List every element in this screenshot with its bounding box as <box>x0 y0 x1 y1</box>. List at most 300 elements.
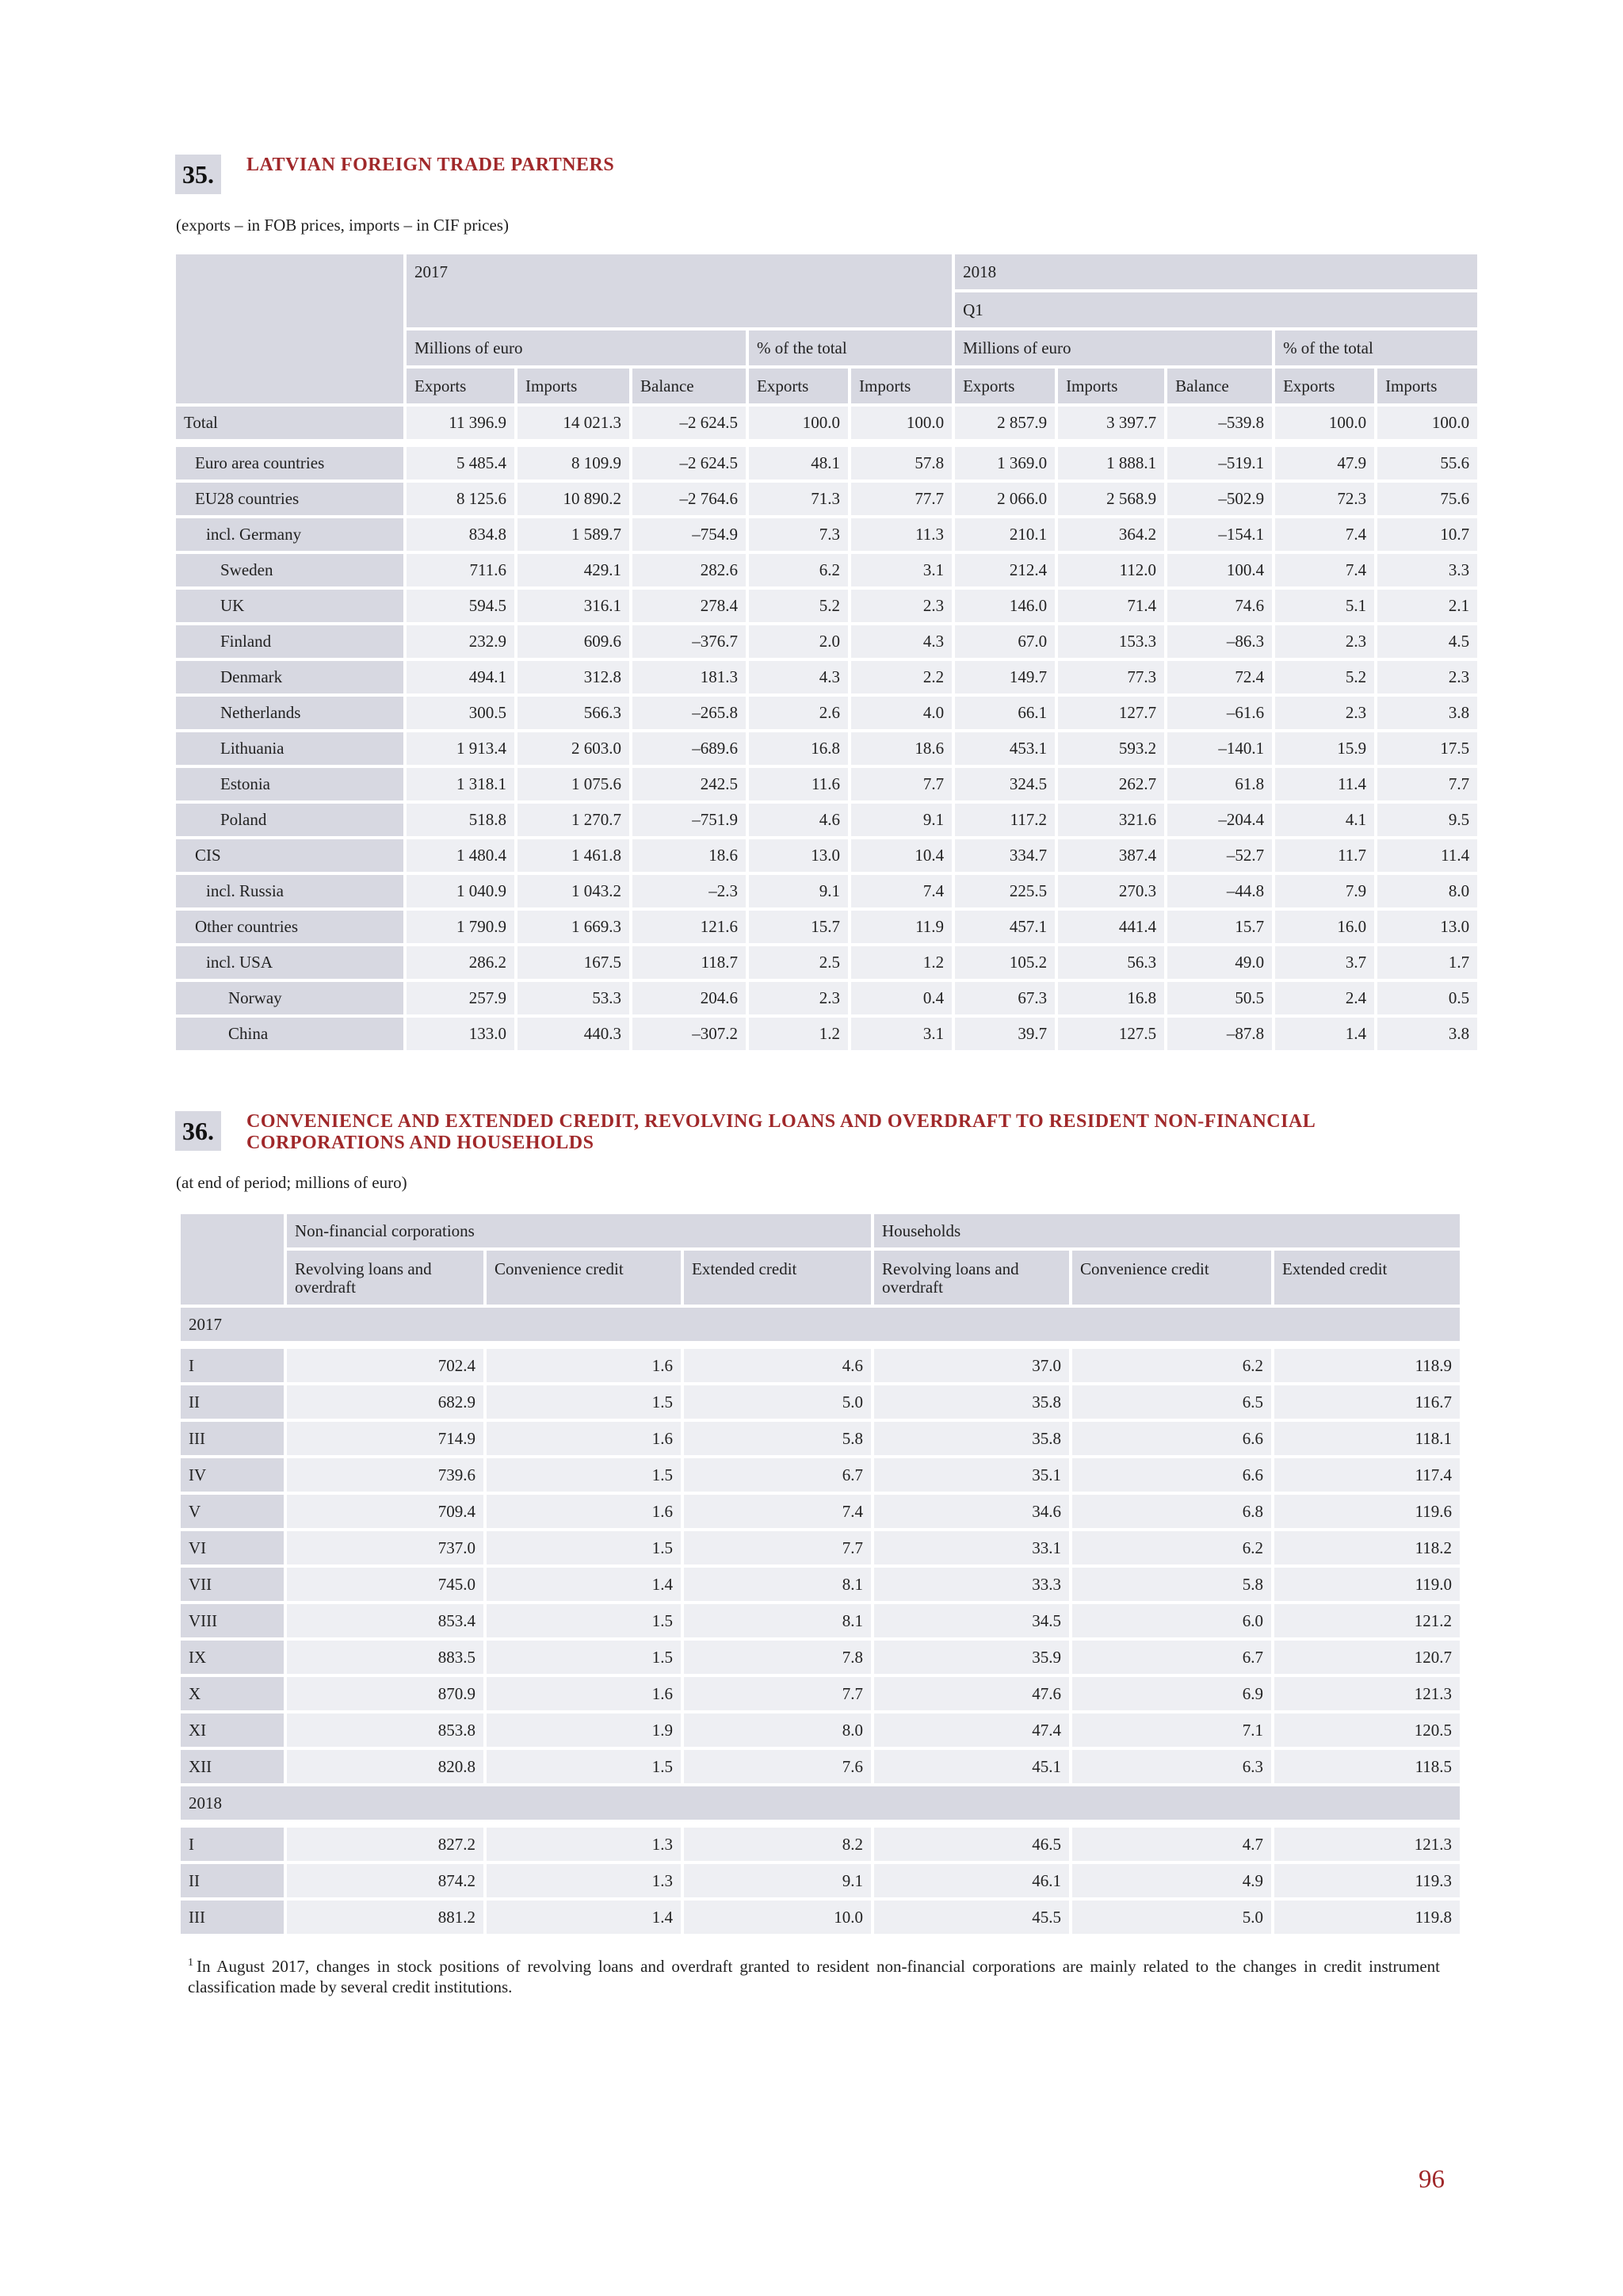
table-cell: 1 913.4 <box>407 732 514 765</box>
table-cell: 16.0 <box>1275 911 1374 943</box>
header-balance: Balance <box>632 369 746 403</box>
table-cell: 4.6 <box>684 1349 871 1382</box>
year-label: 2018 <box>181 1786 1460 1820</box>
table-cell: 1.7 <box>1377 946 1477 979</box>
table-cell: 33.3 <box>874 1568 1069 1601</box>
row-gap <box>181 1823 1460 1824</box>
table-row <box>181 1349 1460 1382</box>
table-cell: –86.3 <box>1167 625 1272 658</box>
table-cell: –2 624.5 <box>632 447 746 479</box>
table-cell: 120.7 <box>1274 1641 1460 1674</box>
table-cell: 2.4 <box>1275 982 1374 1014</box>
table-cell: –204.4 <box>1167 804 1272 836</box>
table-cell: 1.5 <box>487 1385 681 1419</box>
table-cell: 15.9 <box>1275 732 1374 765</box>
table-cell: 3.7 <box>1275 946 1374 979</box>
credit-table <box>178 1211 1463 1937</box>
table-cell: –140.1 <box>1167 732 1272 765</box>
table-cell: 257.9 <box>407 982 514 1014</box>
row-label: I <box>181 1349 284 1382</box>
table-cell: 1 270.7 <box>517 804 629 836</box>
table-cell: 11 396.9 <box>407 407 514 439</box>
row-label: EU28 countries <box>176 483 403 515</box>
table-cell: 1.9 <box>487 1713 681 1747</box>
table-cell: 1.5 <box>487 1604 681 1637</box>
header-millions: Millions of euro <box>955 330 1272 365</box>
header-corner <box>176 254 403 403</box>
table-row <box>181 1422 1460 1455</box>
row-label: incl. Russia <box>176 875 403 907</box>
trade-partners-table <box>173 251 1480 1053</box>
table-cell: 6.7 <box>1072 1641 1271 1674</box>
table-cell: 118.7 <box>632 946 746 979</box>
section-36-header <box>175 1111 1403 1154</box>
table-cell: 11.6 <box>749 768 848 800</box>
row-label: Total <box>176 407 403 439</box>
table-row <box>176 804 1477 836</box>
table-cell: 5 485.4 <box>407 447 514 479</box>
table-cell: 46.1 <box>874 1864 1069 1897</box>
row-label: I <box>181 1828 284 1861</box>
section-subtitle: (exports – in FOB prices, imports – in CIF prices) <box>176 216 509 235</box>
table-cell: 262.7 <box>1058 768 1164 800</box>
table-cell: 35.8 <box>874 1385 1069 1419</box>
table-cell: 119.3 <box>1274 1864 1460 1897</box>
header-pct-total: % of the total <box>749 330 952 365</box>
table-cell: 3.8 <box>1377 1018 1477 1050</box>
table-cell: 6.9 <box>1072 1677 1271 1710</box>
table-cell: 37.0 <box>874 1349 1069 1382</box>
table-cell: 494.1 <box>407 661 514 693</box>
table-cell: 127.7 <box>1058 697 1164 729</box>
table-row <box>176 1018 1477 1050</box>
table-cell: 566.3 <box>517 697 629 729</box>
table-cell: 1.5 <box>487 1750 681 1783</box>
table-cell: 1 318.1 <box>407 768 514 800</box>
table-cell: 316.1 <box>517 590 629 622</box>
table-cell: 167.5 <box>517 946 629 979</box>
table-cell: 49.0 <box>1167 946 1272 979</box>
header-imports: Imports <box>1058 369 1164 403</box>
table-row <box>181 1458 1460 1492</box>
table-cell: 7.4 <box>1275 518 1374 551</box>
table-cell: 13.0 <box>749 839 848 872</box>
table-cell: 5.2 <box>1275 661 1374 693</box>
table-cell: 9.5 <box>1377 804 1477 836</box>
row-gap <box>181 1344 1460 1346</box>
table-cell: 11.3 <box>851 518 952 551</box>
table-cell: 827.2 <box>287 1828 483 1861</box>
table-cell: 127.5 <box>1058 1018 1164 1050</box>
row-label: VIII <box>181 1604 284 1637</box>
table-cell: 3.8 <box>1377 697 1477 729</box>
table-cell: 8.0 <box>684 1713 871 1747</box>
table-cell: 8.1 <box>684 1568 871 1601</box>
table-cell: 77.7 <box>851 483 952 515</box>
table-cell: 2.0 <box>749 625 848 658</box>
table-cell: 702.4 <box>287 1349 483 1382</box>
table-cell: 8 109.9 <box>517 447 629 479</box>
table-cell: 2.3 <box>1377 661 1477 693</box>
table-cell: 118.2 <box>1274 1531 1460 1564</box>
header-revolving: Revolving loans and overdraft <box>874 1251 1069 1305</box>
row-label: Norway <box>176 982 403 1014</box>
table-cell: 4.9 <box>1072 1864 1271 1897</box>
table-cell: 0.4 <box>851 982 952 1014</box>
table-cell: 11.7 <box>1275 839 1374 872</box>
table-row <box>176 590 1477 622</box>
table-cell: 3.1 <box>851 554 952 586</box>
table-cell: 278.4 <box>632 590 746 622</box>
table-cell: 1 461.8 <box>517 839 629 872</box>
table-cell: 47.4 <box>874 1713 1069 1747</box>
table-cell: 5.0 <box>684 1385 871 1419</box>
table-cell: 121.3 <box>1274 1677 1460 1710</box>
table-cell: 61.8 <box>1167 768 1272 800</box>
table-cell: 853.8 <box>287 1713 483 1747</box>
table-cell: 77.3 <box>1058 661 1164 693</box>
table-cell: 14 021.3 <box>517 407 629 439</box>
table-cell: 7.7 <box>684 1531 871 1564</box>
table-cell: 71.3 <box>749 483 848 515</box>
table-row <box>176 839 1477 872</box>
table-cell: 334.7 <box>955 839 1055 872</box>
header-extended: Extended credit <box>1274 1251 1460 1305</box>
table-cell: 6.8 <box>1072 1495 1271 1528</box>
row-label: UK <box>176 590 403 622</box>
table-cell: 55.6 <box>1377 447 1477 479</box>
table-cell: 46.5 <box>874 1828 1069 1861</box>
row-label: III <box>181 1422 284 1455</box>
table-cell: 745.0 <box>287 1568 483 1601</box>
table-cell: 6.5 <box>1072 1385 1271 1419</box>
table-cell: 1 043.2 <box>517 875 629 907</box>
footnote-text: In August 2017, changes in stock positions of revolving loans and overdraft granted to resident non-financial corporations are mainly related to the changes in credit instrument classification made by several credit institutions. <box>188 1957 1440 1996</box>
table-row <box>176 483 1477 515</box>
table-cell: 33.1 <box>874 1531 1069 1564</box>
header-exports: Exports <box>955 369 1055 403</box>
table-cell: –265.8 <box>632 697 746 729</box>
table-cell: 9.1 <box>851 804 952 836</box>
table-cell: 100.0 <box>1275 407 1374 439</box>
row-label: China <box>176 1018 403 1050</box>
table-cell: 1.6 <box>487 1422 681 1455</box>
table-cell: 853.4 <box>287 1604 483 1637</box>
table-cell: 15.7 <box>1167 911 1272 943</box>
table-cell: 35.8 <box>874 1422 1069 1455</box>
table-cell: 6.6 <box>1072 1458 1271 1492</box>
header-exports: Exports <box>407 369 514 403</box>
table-cell: 34.6 <box>874 1495 1069 1528</box>
table-cell: 270.3 <box>1058 875 1164 907</box>
table-cell: 682.9 <box>287 1385 483 1419</box>
table-cell: 321.6 <box>1058 804 1164 836</box>
section-number: 35. <box>175 155 221 194</box>
table-cell: 74.6 <box>1167 590 1272 622</box>
row-label: Lithuania <box>176 732 403 765</box>
table-cell: 820.8 <box>287 1750 483 1783</box>
row-label: Poland <box>176 804 403 836</box>
table-cell: 10.4 <box>851 839 952 872</box>
row-label: incl. Germany <box>176 518 403 551</box>
table-cell: 117.2 <box>955 804 1055 836</box>
table-cell: 8 125.6 <box>407 483 514 515</box>
table-row <box>176 697 1477 729</box>
table-cell: 50.5 <box>1167 982 1272 1014</box>
row-label: Other countries <box>176 911 403 943</box>
footnote <box>188 1953 1440 1997</box>
table-cell: 5.0 <box>1072 1901 1271 1934</box>
table-cell: –2.3 <box>632 875 746 907</box>
table-cell: 121.3 <box>1274 1828 1460 1861</box>
table-cell: 212.4 <box>955 554 1055 586</box>
table-cell: 7.1 <box>1072 1713 1271 1747</box>
table-cell: 441.4 <box>1058 911 1164 943</box>
table-cell: 387.4 <box>1058 839 1164 872</box>
table-cell: 9.1 <box>684 1864 871 1897</box>
table-cell: 2.1 <box>1377 590 1477 622</box>
table-cell: 1 369.0 <box>955 447 1055 479</box>
header-corner <box>181 1214 284 1305</box>
table-cell: 7.4 <box>851 875 952 907</box>
table-row <box>181 1713 1460 1747</box>
table-cell: 0.5 <box>1377 982 1477 1014</box>
table-cell: 1.3 <box>487 1864 681 1897</box>
table-cell: 121.6 <box>632 911 746 943</box>
table-cell: 429.1 <box>517 554 629 586</box>
table-cell: 7.9 <box>1275 875 1374 907</box>
table-cell: 66.1 <box>955 697 1055 729</box>
table-cell: 286.2 <box>407 946 514 979</box>
table-cell: 2.5 <box>749 946 848 979</box>
table-cell: 5.2 <box>749 590 848 622</box>
table-cell: 100.4 <box>1167 554 1272 586</box>
table-cell: –539.8 <box>1167 407 1272 439</box>
table-cell: 737.0 <box>287 1531 483 1564</box>
table-cell: 1 669.3 <box>517 911 629 943</box>
table-cell: 5.8 <box>684 1422 871 1455</box>
table-cell: 7.6 <box>684 1750 871 1783</box>
header-pct-total: % of the total <box>1275 330 1477 365</box>
table-row <box>176 554 1477 586</box>
table-row <box>181 1750 1460 1783</box>
table-row <box>181 1677 1460 1710</box>
table-row <box>181 1604 1460 1637</box>
table-cell: 57.8 <box>851 447 952 479</box>
row-label: II <box>181 1864 284 1897</box>
table-cell: 1.4 <box>487 1901 681 1934</box>
footnote-mark: 1 <box>188 1957 193 1969</box>
table-cell: –2 764.6 <box>632 483 746 515</box>
row-label: incl. USA <box>176 946 403 979</box>
table-cell: 210.1 <box>955 518 1055 551</box>
table-row <box>181 1901 1460 1934</box>
section-title: CONVENIENCE AND EXTENDED CREDIT, REVOLVING LOANS AND OVERDRAFT TO RESIDENT NON-FINANCIAL CORPORATIONS AND HOUSEHOLDS <box>246 1111 1315 1153</box>
table-cell: 2 568.9 <box>1058 483 1164 515</box>
year-label: 2017 <box>181 1308 1460 1341</box>
table-cell: 739.6 <box>287 1458 483 1492</box>
table-cell: 11.4 <box>1275 768 1374 800</box>
table-cell: 34.5 <box>874 1604 1069 1637</box>
table-cell: 9.1 <box>749 875 848 907</box>
table-row <box>176 982 1477 1014</box>
table-cell: 518.8 <box>407 804 514 836</box>
row-label: IX <box>181 1641 284 1674</box>
table-cell: 4.5 <box>1377 625 1477 658</box>
table-cell: 874.2 <box>287 1864 483 1897</box>
table-cell: 75.6 <box>1377 483 1477 515</box>
table-cell: 2.6 <box>749 697 848 729</box>
table-cell: 225.5 <box>955 875 1055 907</box>
section-subtitle: (at end of period; millions of euro) <box>176 1173 407 1192</box>
header-millions: Millions of euro <box>407 330 746 365</box>
table-cell: 17.5 <box>1377 732 1477 765</box>
table-cell: 1 888.1 <box>1058 447 1164 479</box>
table-cell: 10.7 <box>1377 518 1477 551</box>
table-cell: 6.6 <box>1072 1422 1271 1455</box>
section-number: 36. <box>175 1111 221 1151</box>
header-convenience: Convenience credit <box>1072 1251 1271 1305</box>
row-label: Denmark <box>176 661 403 693</box>
table-row <box>181 1864 1460 1897</box>
header-extended: Extended credit <box>684 1251 871 1305</box>
table-cell: 7.7 <box>684 1677 871 1710</box>
row-label: Sweden <box>176 554 403 586</box>
table-cell: –154.1 <box>1167 518 1272 551</box>
table-cell: 4.3 <box>749 661 848 693</box>
table-cell: 2 066.0 <box>955 483 1055 515</box>
table-cell: 7.3 <box>749 518 848 551</box>
table-cell: 47.9 <box>1275 447 1374 479</box>
table-row <box>176 661 1477 693</box>
table-cell: 100.0 <box>851 407 952 439</box>
section-title: LATVIAN FOREIGN TRADE PARTNERS <box>246 155 615 175</box>
table-cell: 2 857.9 <box>955 407 1055 439</box>
table-cell: 709.4 <box>287 1495 483 1528</box>
table-cell: 118.9 <box>1274 1349 1460 1382</box>
table-cell: 11.9 <box>851 911 952 943</box>
table-cell: –689.6 <box>632 732 746 765</box>
table-cell: 324.5 <box>955 768 1055 800</box>
table-row <box>176 911 1477 943</box>
row-label: III <box>181 1901 284 1934</box>
table-cell: 2.3 <box>851 590 952 622</box>
table-cell: 4.6 <box>749 804 848 836</box>
table-cell: 71.4 <box>1058 590 1164 622</box>
table-cell: 149.7 <box>955 661 1055 693</box>
row-label: IV <box>181 1458 284 1492</box>
table-cell: –376.7 <box>632 625 746 658</box>
table-cell: 4.0 <box>851 697 952 729</box>
table-cell: –754.9 <box>632 518 746 551</box>
row-label: VI <box>181 1531 284 1564</box>
table-cell: 153.3 <box>1058 625 1164 658</box>
table-cell: 8.1 <box>684 1604 871 1637</box>
section-35-header <box>175 155 614 194</box>
row-label: X <box>181 1677 284 1710</box>
table-cell: 16.8 <box>1058 982 1164 1014</box>
header-year-2017: 2017 <box>407 254 952 327</box>
table-cell: 48.1 <box>749 447 848 479</box>
row-label: II <box>181 1385 284 1419</box>
table-cell: 6.7 <box>684 1458 871 1492</box>
row-label: Finland <box>176 625 403 658</box>
table-row <box>181 1385 1460 1419</box>
table-cell: 118.1 <box>1274 1422 1460 1455</box>
table-cell: 72.3 <box>1275 483 1374 515</box>
table-cell: 119.0 <box>1274 1568 1460 1601</box>
table-cell: 18.6 <box>632 839 746 872</box>
table-cell: 300.5 <box>407 697 514 729</box>
table-cell: 10.0 <box>684 1901 871 1934</box>
table-cell: 146.0 <box>955 590 1055 622</box>
header-year-2018: 2018 <box>955 254 1477 289</box>
table-row <box>176 768 1477 800</box>
table-cell: 1.5 <box>487 1641 681 1674</box>
table-cell: 1 790.9 <box>407 911 514 943</box>
table-cell: 120.5 <box>1274 1713 1460 1747</box>
table-cell: 67.3 <box>955 982 1055 1014</box>
table-cell: 7.4 <box>684 1495 871 1528</box>
table-cell: 6.0 <box>1072 1604 1271 1637</box>
table-cell: 11.4 <box>1377 839 1477 872</box>
row-label: XII <box>181 1750 284 1783</box>
table-cell: 100.0 <box>1377 407 1477 439</box>
table-cell: 1 589.7 <box>517 518 629 551</box>
table-cell: 7.4 <box>1275 554 1374 586</box>
table-cell: 1.3 <box>487 1828 681 1861</box>
table-cell: 15.7 <box>749 911 848 943</box>
table-cell: 45.1 <box>874 1750 1069 1783</box>
header-imports: Imports <box>517 369 629 403</box>
header-imports: Imports <box>1377 369 1477 403</box>
table-row <box>181 1531 1460 1564</box>
table-cell: 18.6 <box>851 732 952 765</box>
table-cell: 53.3 <box>517 982 629 1014</box>
table-cell: 6.2 <box>749 554 848 586</box>
year-row <box>181 1786 1460 1820</box>
row-label: V <box>181 1495 284 1528</box>
table-cell: 72.4 <box>1167 661 1272 693</box>
table-cell: –307.2 <box>632 1018 746 1050</box>
table-cell: 1.6 <box>487 1677 681 1710</box>
table-cell: 883.5 <box>287 1641 483 1674</box>
table-cell: 8.2 <box>684 1828 871 1861</box>
table-cell: 6.3 <box>1072 1750 1271 1783</box>
table-cell: 56.3 <box>1058 946 1164 979</box>
table-row-total <box>176 407 1477 439</box>
table-row <box>176 518 1477 551</box>
row-label: Euro area countries <box>176 447 403 479</box>
table-cell: 7.7 <box>851 768 952 800</box>
table-cell: 4.7 <box>1072 1828 1271 1861</box>
row-label: Estonia <box>176 768 403 800</box>
table-cell: 1.4 <box>487 1568 681 1601</box>
table-cell: 118.5 <box>1274 1750 1460 1783</box>
table-cell: 8.0 <box>1377 875 1477 907</box>
table-cell: 105.2 <box>955 946 1055 979</box>
table-cell: 711.6 <box>407 554 514 586</box>
table-cell: 116.7 <box>1274 1385 1460 1419</box>
table-cell: 3.1 <box>851 1018 952 1050</box>
table-cell: 181.3 <box>632 661 746 693</box>
table-cell: 119.6 <box>1274 1495 1460 1528</box>
table-row <box>176 875 1477 907</box>
table-cell: 117.4 <box>1274 1458 1460 1492</box>
table-cell: 112.0 <box>1058 554 1164 586</box>
table-cell: 1.4 <box>1275 1018 1374 1050</box>
page-number: 96 <box>1419 2165 1445 2194</box>
